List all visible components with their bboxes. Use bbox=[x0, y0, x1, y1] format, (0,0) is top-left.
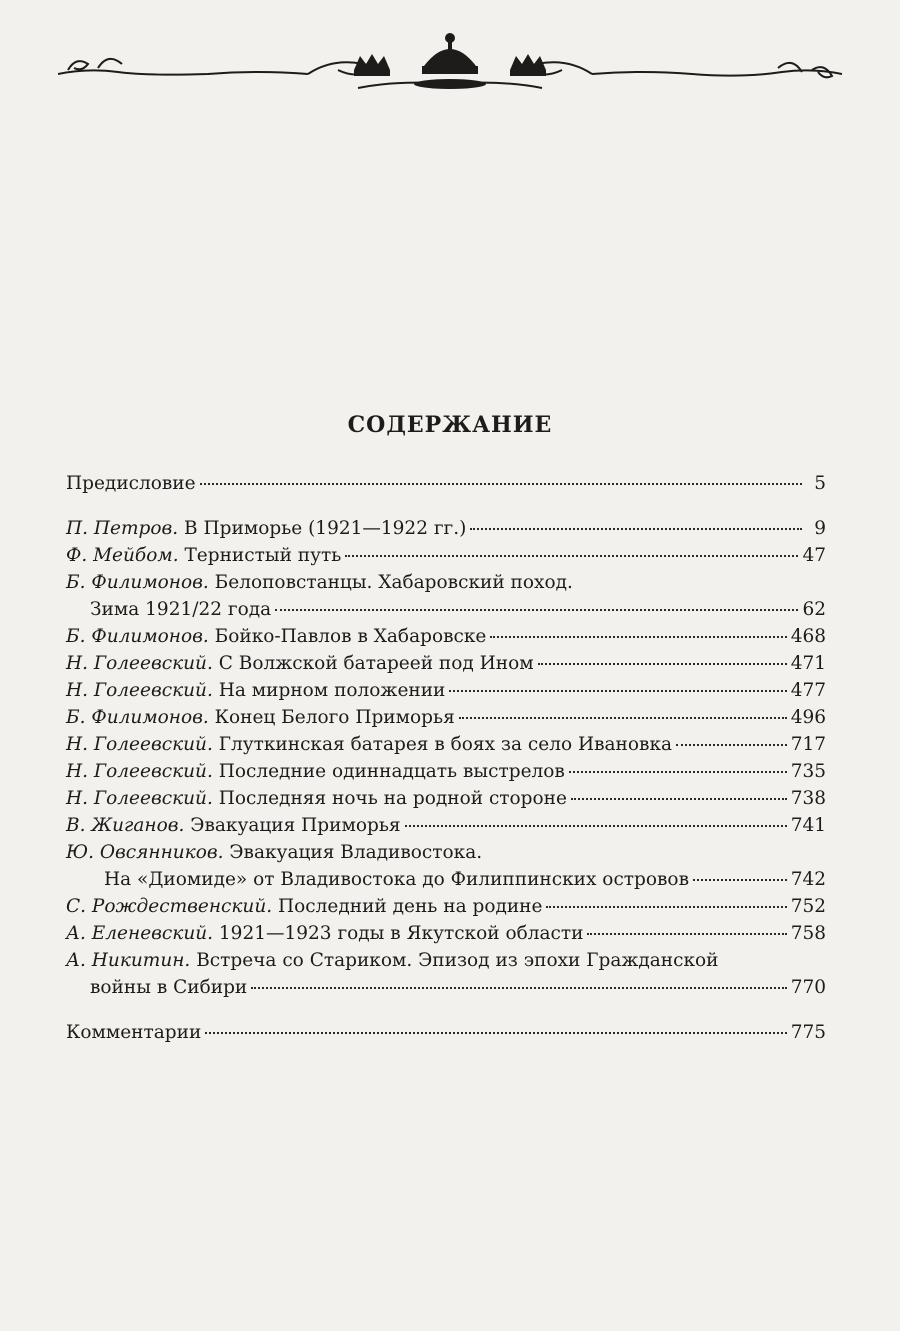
toc-entry-page: 770 bbox=[790, 977, 826, 998]
toc-entry-author: Б. Филимонов. bbox=[66, 572, 209, 593]
toc-entry-title: Конец Белого Приморья bbox=[208, 707, 455, 728]
toc-entry-page: 477 bbox=[790, 680, 826, 701]
toc-entry-title: Последние одиннадцать выстрелов bbox=[212, 761, 565, 782]
toc-entry bbox=[66, 974, 826, 1001]
toc-entry-page: 775 bbox=[790, 1022, 826, 1043]
toc-entry-author: В. Жиганов. bbox=[66, 815, 185, 836]
toc-entry-author: Н. Голеевский. bbox=[66, 788, 213, 809]
toc-entry-page: 62 bbox=[802, 599, 826, 620]
toc-entry-title: Эвакуация Приморья bbox=[184, 815, 401, 836]
dot-leader bbox=[345, 554, 798, 557]
toc-entry bbox=[66, 650, 826, 677]
dot-leader bbox=[587, 932, 786, 935]
toc-entry-title: С Волжской батареей под Ином bbox=[212, 653, 534, 674]
toc-entry bbox=[66, 596, 826, 623]
dot-leader bbox=[693, 878, 787, 881]
toc-entry-page: 9 bbox=[814, 518, 826, 539]
toc-entry-author: Б. Филимонов. bbox=[66, 626, 209, 647]
dot-leader bbox=[459, 716, 787, 719]
toc-entry-title: Тернистый путь bbox=[178, 545, 342, 566]
dot-leader bbox=[275, 608, 798, 611]
toc-entry-page: 496 bbox=[790, 707, 826, 728]
toc-entry-title: Комментарии bbox=[66, 1022, 202, 1043]
toc-entry bbox=[66, 542, 826, 569]
toc-entry-title: Встреча со Стариком. Эпизод из эпохи Гражданской bbox=[190, 950, 719, 971]
toc-entry bbox=[66, 515, 826, 542]
toc-entry-title: Последняя ночь на родной стороне bbox=[212, 788, 567, 809]
toc-entry-page: 471 bbox=[790, 653, 826, 674]
toc-entry bbox=[66, 812, 826, 839]
toc-entry-page: 5 bbox=[814, 473, 826, 494]
toc-entry-page: 468 bbox=[790, 626, 826, 647]
toc-entry-title-cont: Зима 1921/22 года bbox=[90, 599, 272, 620]
dot-leader bbox=[490, 635, 786, 638]
toc-entry bbox=[66, 758, 826, 785]
toc-entry bbox=[66, 470, 826, 497]
dot-leader bbox=[538, 662, 787, 665]
toc-entry bbox=[66, 731, 826, 758]
dot-leader bbox=[676, 743, 787, 746]
toc-entry-page: 752 bbox=[790, 896, 826, 917]
toc-entry-page: 742 bbox=[790, 869, 826, 890]
toc-entry-author: Н. Голеевский. bbox=[66, 761, 213, 782]
toc-entry-title: Эвакуация Владивостока. bbox=[223, 842, 483, 863]
dot-leader bbox=[546, 905, 786, 908]
dot-leader bbox=[251, 986, 786, 989]
toc-entry bbox=[66, 704, 826, 731]
toc-entry bbox=[66, 920, 826, 947]
toc-entry-title: 1921—1923 годы в Якутской области bbox=[213, 923, 584, 944]
toc-entry bbox=[66, 623, 826, 650]
toc-entry bbox=[66, 866, 826, 893]
toc-entry-page: 738 bbox=[790, 788, 826, 809]
toc-entry bbox=[66, 893, 826, 920]
toc-entry-author: Ф. Мейбом. bbox=[66, 545, 179, 566]
toc-entry-page: 758 bbox=[790, 923, 826, 944]
toc-entry bbox=[66, 1019, 826, 1046]
toc-entry-title: На мирном положении bbox=[212, 680, 446, 701]
crown-ornament-icon bbox=[58, 28, 842, 98]
toc-entry-line bbox=[66, 947, 826, 974]
dot-leader bbox=[405, 824, 787, 827]
toc-entry-title: Глуткинская батарея в боях за село Ивановка bbox=[212, 734, 673, 755]
toc-entry-page: 47 bbox=[802, 545, 826, 566]
toc-entry-author: Н. Голеевский. bbox=[66, 734, 213, 755]
dot-leader bbox=[569, 770, 787, 773]
toc-entry-author: Н. Голеевский. bbox=[66, 680, 213, 701]
toc-entry-title: Последний день на родине bbox=[272, 896, 543, 917]
toc-entry-line bbox=[66, 569, 826, 596]
toc-entry-title: Бойко-Павлов в Хабаровске bbox=[208, 626, 487, 647]
toc-entry-author: Н. Голеевский. bbox=[66, 653, 213, 674]
toc-entry-author: С. Рождественский. bbox=[66, 896, 273, 917]
dot-leader bbox=[571, 797, 787, 800]
dot-leader bbox=[200, 482, 802, 485]
table-of-contents bbox=[66, 470, 826, 1046]
toc-entry-author: П. Петров. bbox=[66, 518, 179, 539]
toc-entry-line bbox=[66, 839, 826, 866]
toc-entry-author: Б. Филимонов. bbox=[66, 707, 209, 728]
toc-entry-author: А. Еленевский. bbox=[66, 923, 214, 944]
dot-leader bbox=[470, 527, 802, 530]
toc-entry bbox=[66, 677, 826, 704]
dot-leader bbox=[205, 1031, 786, 1034]
toc-entry-title: Предисловие bbox=[66, 473, 196, 494]
toc-entry-page: 735 bbox=[790, 761, 826, 782]
toc-entry-author: Ю. Овсянников. bbox=[66, 842, 224, 863]
toc-entry-title-cont: войны в Сибири bbox=[90, 977, 248, 998]
dot-leader bbox=[449, 689, 786, 692]
toc-entry-page: 717 bbox=[790, 734, 826, 755]
toc-entry bbox=[66, 785, 826, 812]
toc-entry-page: 741 bbox=[790, 815, 826, 836]
toc-entry-title: Белоповстанцы. Хабаровский поход. bbox=[208, 572, 573, 593]
page-title: СОДЕРЖАНИЕ bbox=[347, 412, 553, 438]
toc-entry-title: В Приморье (1921—1922 гг.) bbox=[178, 518, 467, 539]
toc-entry-author: А. Никитин. bbox=[66, 950, 191, 971]
toc-entry-title-cont: На «Диомиде» от Владивостока до Филиппинских островов bbox=[104, 869, 689, 890]
